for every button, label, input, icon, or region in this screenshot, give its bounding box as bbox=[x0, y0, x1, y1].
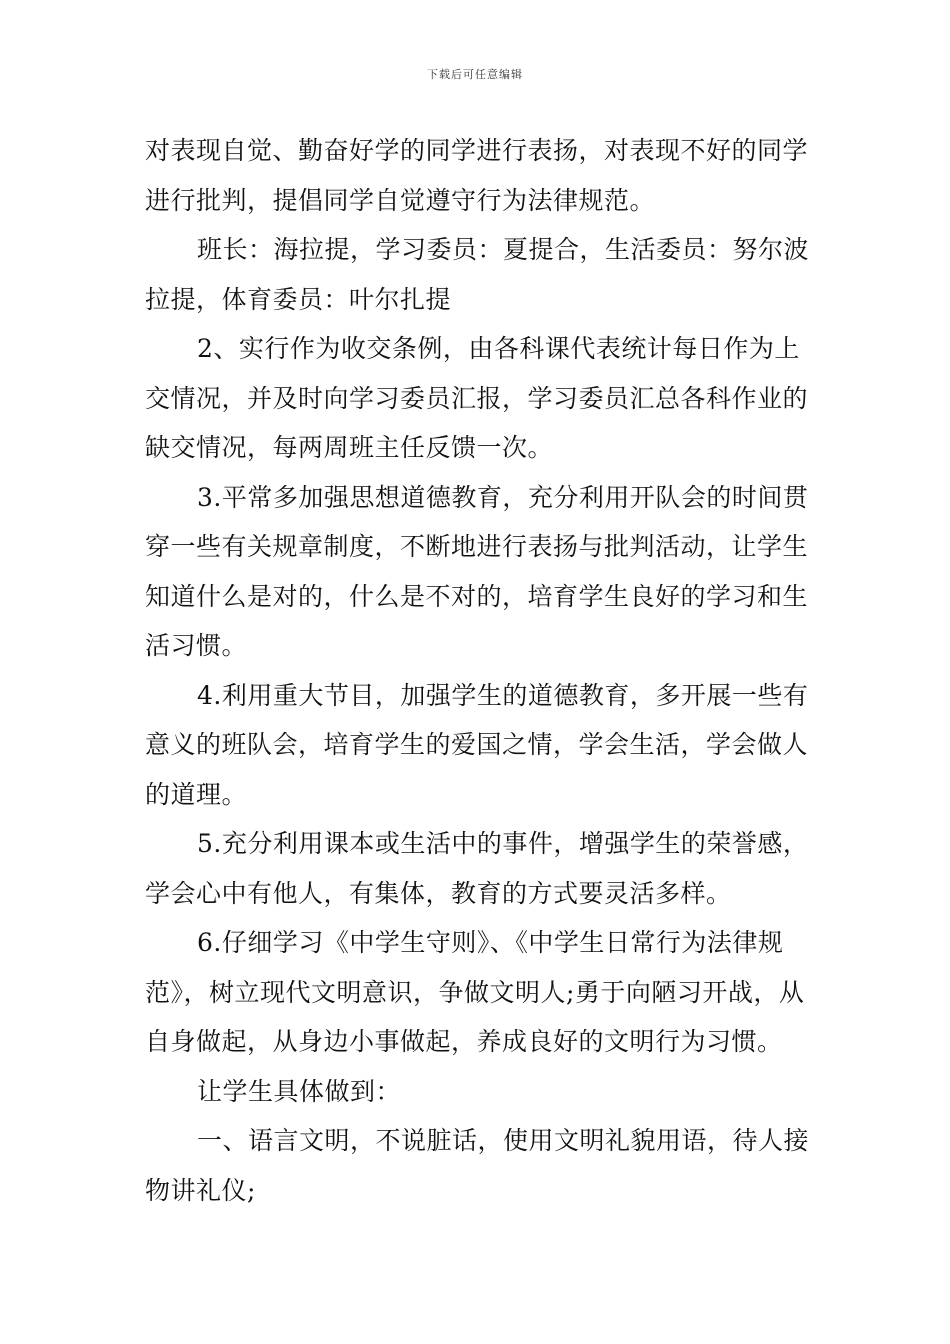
paragraph-5: 4.利用重大节目，加强学生的道德教育，多开展一些有意义的班队会，培育学生的爱国之情，学会生活，学会做人的道理。 bbox=[145, 680, 809, 809]
paragraph-7: 6.仔细学习《中学生守则》、《中学生日常行为法律规范》，树立现代文明意识，争做文明人;勇于向陋习开战，从自身做起，从身边小事做起，养成良好的文明行为习惯。 bbox=[145, 928, 805, 1056]
paragraph-8: 让学生具体做到： bbox=[197, 1076, 402, 1106]
page-header-note: 下载后可任意编辑 bbox=[427, 68, 523, 81]
paragraph-1: 对表现自觉、勤奋好学的同学进行表扬，对表现不好的同学进行批判，提倡同学自觉遵守行为法律规范。 bbox=[145, 136, 809, 215]
paragraph-3: 2、实行作为收交条例，由各科课代表统计每日作为上交情况，并及时向学习委员汇报，学习委员汇总各科作业的缺交情况，每两周班主任反馈一次。 bbox=[145, 334, 809, 462]
paragraph-2: 班长：海拉提，学习委员：夏提合，生活委员：努尔波拉提，体育委员：叶尔扎提 bbox=[145, 235, 810, 314]
document-body bbox=[145, 126, 810, 1215]
paragraph-9: 一、语言文明，不说脏话，使用文明礼貌用语，待人接物讲礼仪; bbox=[145, 1126, 810, 1205]
paragraph-4: 3.平常多加强思想道德教育，充分利用开队会的时间贯穿一些有关规章制度，不断地进行表扬与批判活动，让学生知道什么是对的，什么是不对的，培育学生良好的学习和生活习惯。 bbox=[145, 482, 809, 660]
paragraph-6: 5.充分利用课本或生活中的事件，增强学生的荣誉感，学会心中有他人，有集体，教育的方式要灵活多样。 bbox=[145, 829, 809, 908]
